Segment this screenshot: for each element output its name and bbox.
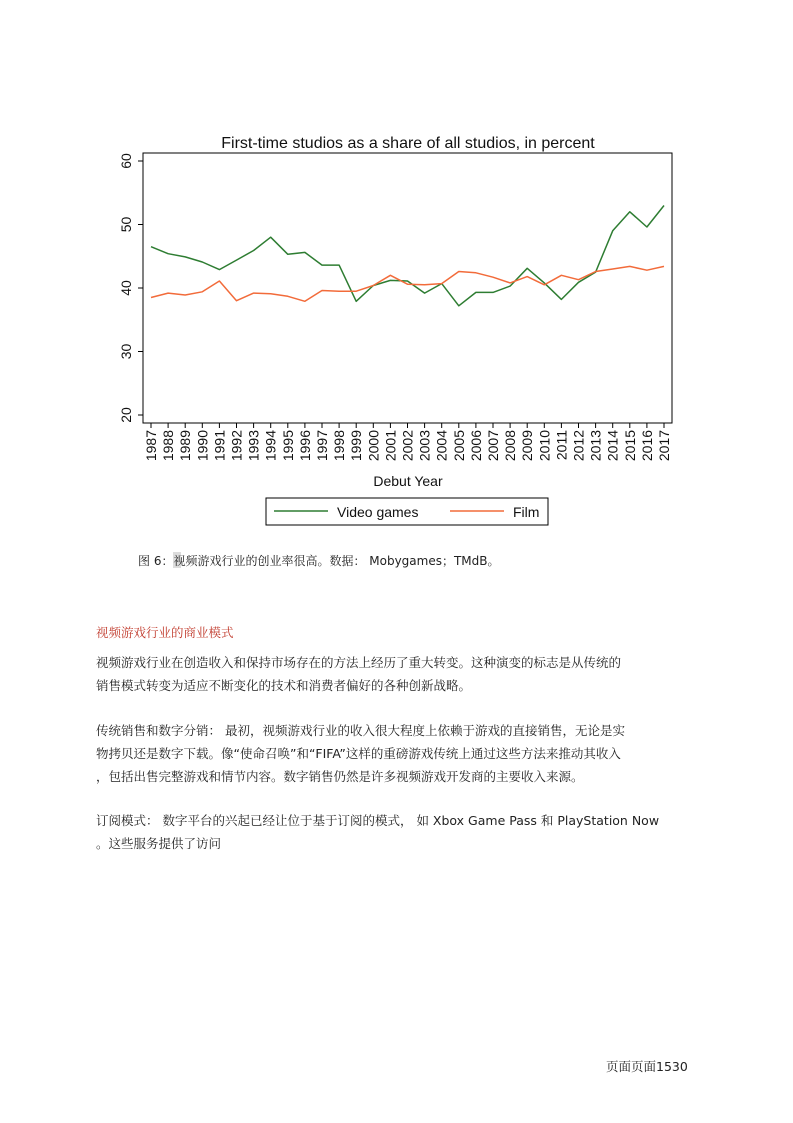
y-tick-label: 60 <box>118 153 134 169</box>
x-tick-label: 1989 <box>177 430 194 462</box>
x-tick-label: 1987 <box>143 430 159 462</box>
figure-caption <box>138 552 500 569</box>
x-tick-label: 1998 <box>331 430 348 462</box>
x-tick-label: 1992 <box>228 430 245 462</box>
x-tick-label: 2013 <box>587 430 604 462</box>
x-tick-label: 2004 <box>433 430 450 462</box>
x-tick-label: 1995 <box>279 430 296 462</box>
x-tick-label: 1996 <box>296 430 313 462</box>
x-tick-label: 1991 <box>211 430 228 462</box>
plot-area <box>143 153 672 423</box>
x-tick-label: 2011 <box>553 430 570 461</box>
line-chart <box>0 0 793 540</box>
x-axis <box>143 423 672 461</box>
x-tick-label: 2010 <box>536 430 553 462</box>
x-tick-label: 1993 <box>245 430 262 462</box>
text-line: 传统销售和数字分销： 最初，视频游戏行业的收入很大程度上依赖于游戏的直接销售，无论是实 <box>96 723 625 738</box>
x-tick-label: 1988 <box>160 430 177 462</box>
x-tick-label: 1994 <box>262 430 279 462</box>
y-tick-label: 50 <box>118 216 134 233</box>
x-tick-label: 2017 <box>656 430 672 462</box>
x-tick-label: 2014 <box>604 430 621 462</box>
y-axis <box>118 153 143 423</box>
text-line: 。这些服务提供了访问 <box>96 836 222 851</box>
y-tick-label: 20 <box>118 407 134 423</box>
caption-label: 图 6： <box>138 554 174 568</box>
x-tick-label: 2007 <box>485 430 501 462</box>
text-line: 订阅模式： 数字平台的兴起已经让位于基于订阅的模式， 如 Xbox Game Pass 和 PlayStation Now <box>96 813 660 828</box>
page-number: 页面页面1530 <box>606 1059 688 1074</box>
text-line: ，包括出售完整游戏和情节内容。数字销售仍然是许多视频游戏开发商的主要收入来源。 <box>96 769 584 784</box>
x-tick-label: 2016 <box>638 430 655 462</box>
x-tick-label: 1999 <box>348 430 365 462</box>
x-axis-label: Debut Year <box>373 473 443 489</box>
section-title: 视频游戏行业的商业模式 <box>96 625 234 640</box>
x-tick-label: 2009 <box>519 430 536 462</box>
legend-label-video-games: Video games <box>337 504 419 520</box>
x-tick-label: 2008 <box>502 430 519 462</box>
x-tick-label: 2015 <box>621 430 638 462</box>
paragraph-intro <box>96 651 706 697</box>
text-line: 销售模式转变为适应不断变化的技术和消费者偏好的各种创新战略。 <box>96 678 472 693</box>
text-line: 视频游戏行业在创造收入和保持市场存在的方法上经历了重大转变。这种演变的标志是从传统的 <box>96 655 622 670</box>
y-tick-label: 40 <box>118 280 134 296</box>
paragraph-subscription <box>96 809 706 855</box>
x-tick-label: 2006 <box>467 430 484 462</box>
paragraph-traditional-sales <box>96 719 706 788</box>
caption-text: 视频游戏行业的创业率很高。数据： Mobygames；TMdB。 <box>173 554 500 568</box>
legend <box>266 498 548 525</box>
x-tick-label: 1997 <box>314 430 330 462</box>
legend-label-film: Film <box>513 504 540 520</box>
text-line: 物拷贝还是数字下载。像“使命召唤”和“FIFA”这样的重磅游戏传统上通过这些方法来推动其收入 <box>96 746 621 761</box>
x-tick-label: 2001 <box>382 430 399 462</box>
y-tick-label: 30 <box>118 343 134 360</box>
x-tick-label: 2000 <box>365 430 382 462</box>
x-tick-label: 2003 <box>416 430 433 462</box>
x-tick-label: 2005 <box>450 430 467 462</box>
x-tick-label: 1990 <box>194 430 211 462</box>
x-tick-label: 2002 <box>399 430 416 462</box>
chart-title: First-time studios as a share of all studios, in percent <box>221 135 595 152</box>
x-tick-label: 2012 <box>570 430 587 462</box>
